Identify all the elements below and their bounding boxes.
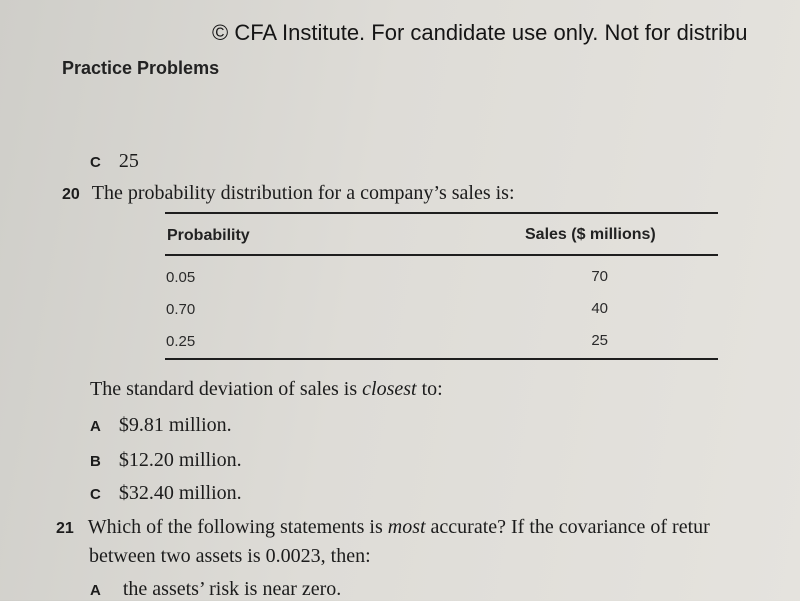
question-text-after: accurate? If the covariance of retur	[425, 516, 710, 538]
table-bottom-rule	[165, 358, 718, 360]
option-text: 25	[118, 150, 139, 172]
table-cell-sales: 25	[591, 332, 608, 349]
copyright-header: © CFA Institute. For candidate use only. Not for distribu	[212, 20, 748, 45]
question-number: 20	[62, 186, 80, 203]
option-text: $9.81 million.	[118, 414, 232, 436]
question-21-line2: between two assets is 0.0023, then:	[89, 545, 371, 567]
question-text-before: Which of the following statements is	[87, 516, 388, 538]
option-a	[90, 414, 232, 437]
table-header-rule	[165, 254, 718, 256]
option-letter: C	[90, 154, 101, 171]
option-letter: B	[90, 453, 101, 470]
question-20-text	[90, 378, 443, 401]
table-header-sales: Sales ($ millions)	[525, 226, 656, 243]
question-text-before: The standard deviation of sales is	[90, 378, 363, 400]
question-text-emphasis: most	[387, 516, 426, 538]
table-cell-sales: 40	[591, 300, 608, 317]
question-21-option-a	[90, 578, 341, 601]
prior-option-c	[90, 150, 139, 173]
option-letter: C	[90, 486, 101, 503]
question-prompt: The probability distribution for a company’s sales is:	[91, 182, 515, 204]
option-text: the assets’ risk is near zero.	[122, 578, 342, 600]
table-top-rule	[165, 212, 718, 214]
table-header-probability: Probability	[167, 227, 250, 244]
table-cell-probability: 0.05	[166, 269, 196, 286]
section-title: Practice Problems	[62, 58, 220, 78]
question-text-emphasis: closest	[362, 378, 417, 400]
question-20-prompt	[62, 182, 515, 205]
table-cell-probability: 0.70	[166, 301, 196, 318]
option-letter: A	[90, 582, 101, 599]
table-cell-sales: 70	[591, 268, 608, 285]
option-text: $32.40 million.	[118, 482, 242, 504]
table-cell-probability: 0.25	[166, 333, 196, 350]
option-text: $12.20 million.	[118, 449, 242, 471]
question-number: 21	[56, 520, 74, 537]
question-text-after: to:	[416, 378, 443, 400]
option-b	[90, 449, 242, 472]
question-21-line1	[56, 516, 710, 539]
option-letter: A	[90, 418, 101, 435]
option-c	[90, 482, 242, 505]
